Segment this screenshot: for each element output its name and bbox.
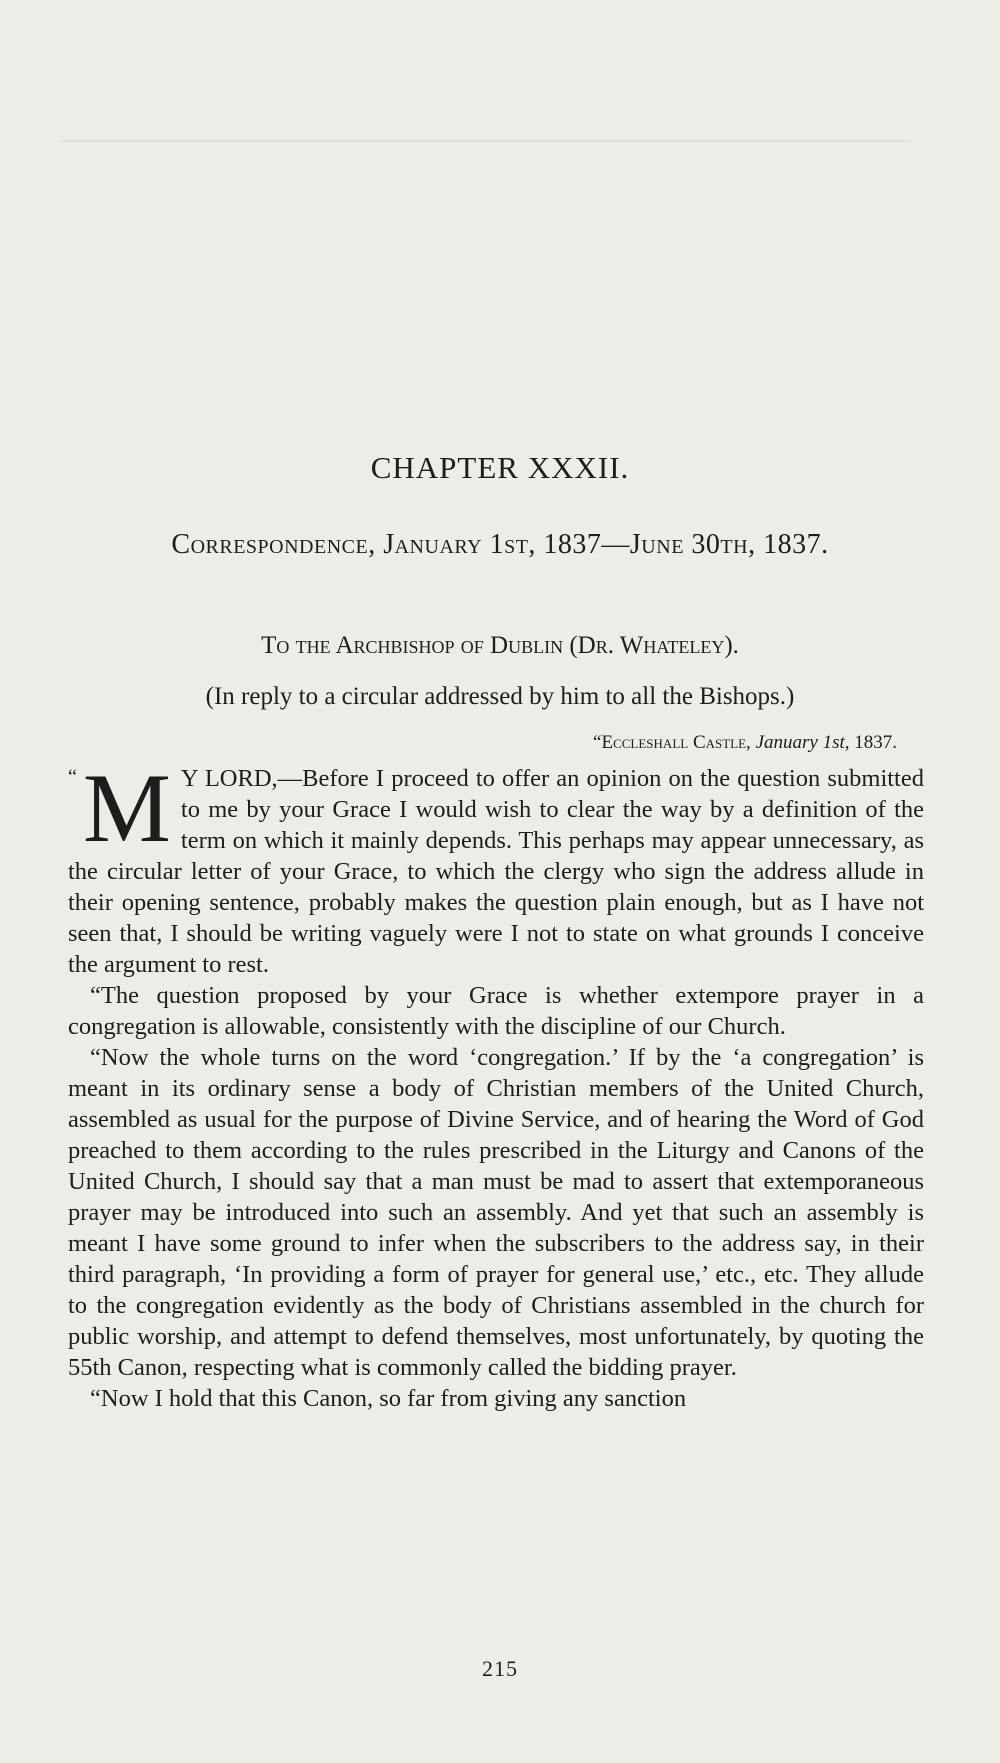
dateline-place: “Eccleshall Castle, xyxy=(593,732,751,753)
drop-cap: M xyxy=(82,754,171,863)
chapter-title: CHAPTER XXXII. xyxy=(370,450,630,485)
dateline-date: January 1st, xyxy=(755,732,850,753)
paragraph-2: “The question proposed by your Grace is whether extempore prayer in a congregation is allowable, consistently with the discipline of our Church. xyxy=(68,982,924,1040)
paragraph-1 xyxy=(68,754,924,980)
dateline-year: 1837. xyxy=(854,732,897,753)
show-through-rule xyxy=(60,140,910,142)
letter-note: (In reply to a circular addressed by him to all the Bishops.) xyxy=(205,683,795,710)
opening-quote: “ xyxy=(68,766,77,788)
chapter-subtitle: Correspondence, January 1st, 1837—June 30th, 1837. xyxy=(171,529,829,560)
letter-dateline xyxy=(593,732,897,754)
letter-body xyxy=(68,754,924,1414)
paragraph-text: Y LORD,—Before I proceed to offer an opinion on the question submitted to me by your Grace I would wish to clear the way by a definition of the term on which it mainly depends. This perhaps may appear unnecessary, as the circular letter of your Grace, to which the clergy who sign the address allude in their opening sentence, probably makes the question plain enough, but as I have not seen that, I should be writing vaguely were I not to state on what grounds I conceive the argument to rest. xyxy=(68,765,924,978)
paragraph-3: “Now the whole turns on the word ‘congregation.’ If by the ‘a congregation’ is meant in its ordinary sense a body of Christian members of the United Church, assembled as usual for the purpose of Divine Service, and of hearing the Word of God preached to them according to the rules prescribed in the Liturgy and Canons of the United Church, I should say that a man must be mad to assert that extemporaneous prayer may be introduced into such an assembly. And yet that such an assembly is meant I have some ground to infer when the subscribers to the address say, in their third paragraph, ‘In providing a form of prayer for general use,’ etc., etc. They allude to the congregation evidently as the body of Christians assembled in the church for public worship, and attempt to defend themselves, most unfortunately, by quoting the 55th Canon, respecting what is commonly called the bidding prayer. xyxy=(68,1044,924,1381)
paragraph-4: “Now I hold that this Canon, so far from giving any sanction xyxy=(90,1385,687,1412)
page-number: 215 xyxy=(482,1656,518,1681)
letter-addressee: To the Archbishop of Dublin (Dr. Whateley). xyxy=(261,632,739,659)
